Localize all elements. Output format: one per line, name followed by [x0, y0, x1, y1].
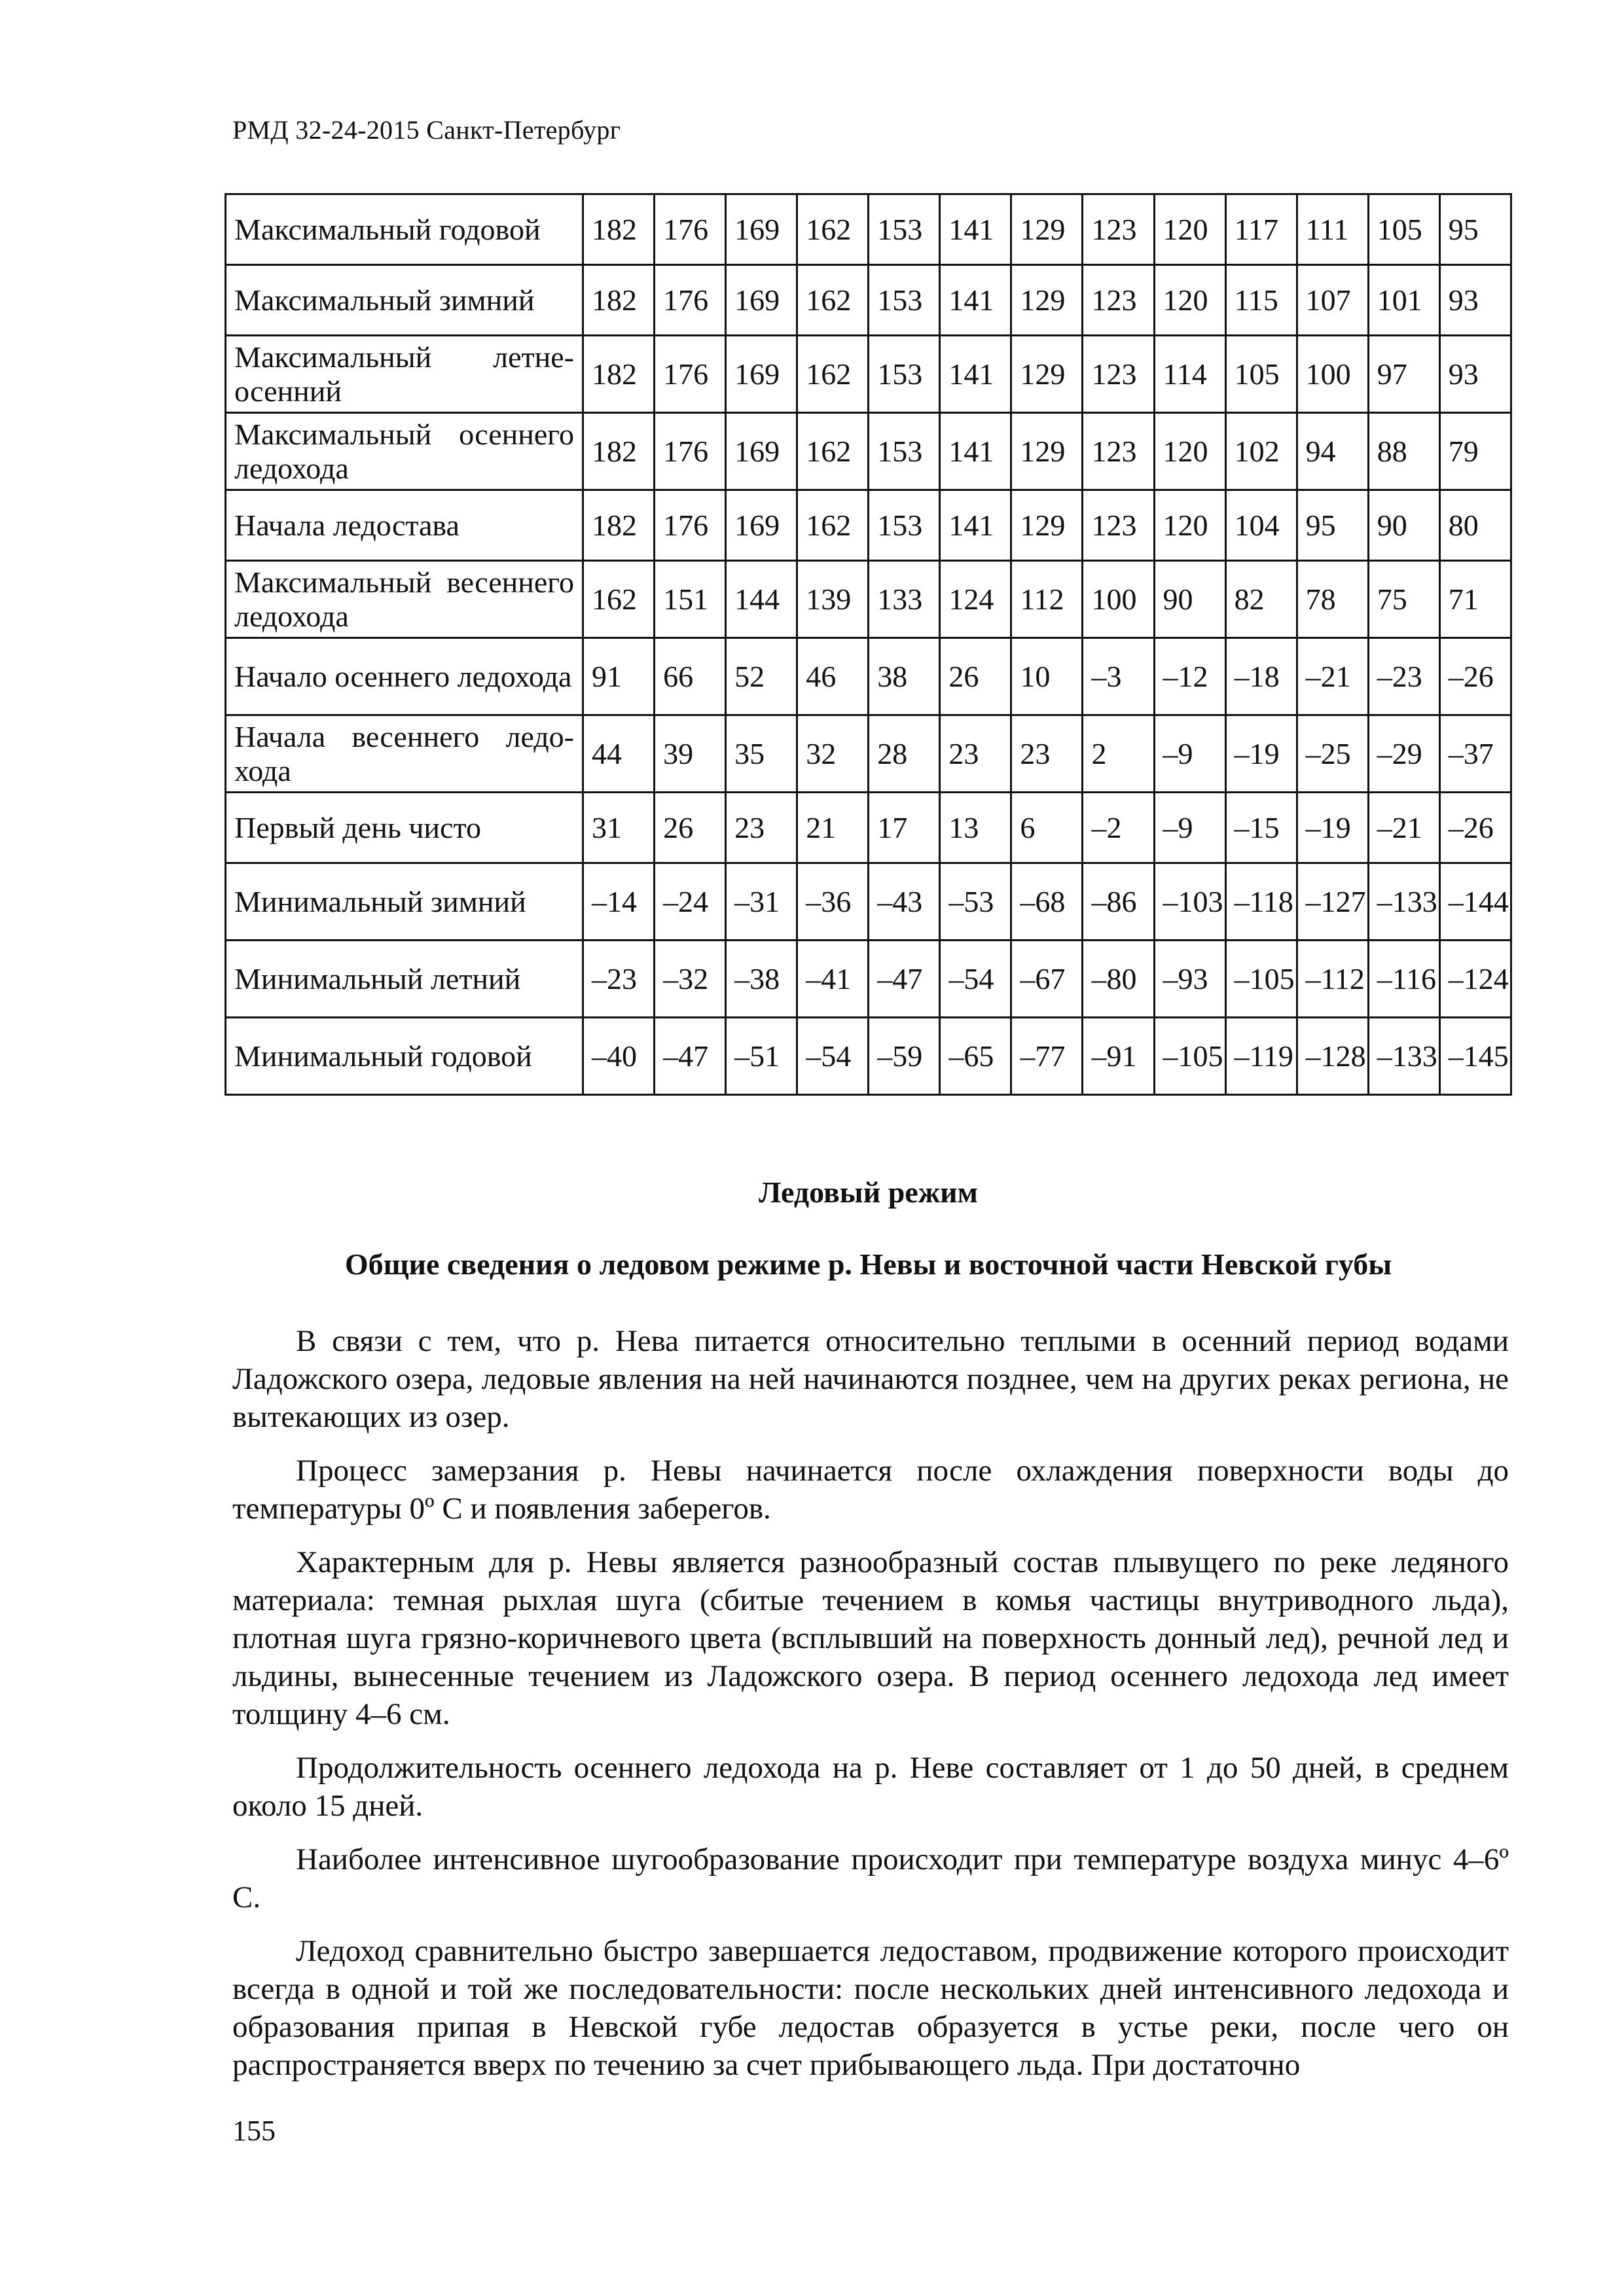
table-cell: 129 [1011, 413, 1083, 490]
table-cell: 23 [726, 793, 797, 863]
table-cell: 144 [726, 561, 797, 638]
table-row [226, 413, 1511, 490]
table-cell: –53 [940, 863, 1011, 941]
table-cell: –47 [655, 1018, 726, 1095]
table-cell: –124 [1439, 941, 1511, 1018]
table-cell: 75 [1368, 561, 1439, 638]
table-row [226, 561, 1511, 638]
table-row [226, 941, 1511, 1018]
table-cell: –26 [1439, 793, 1511, 863]
table-cell: –86 [1083, 863, 1154, 941]
table-cell: 141 [940, 413, 1011, 490]
table-cell: –9 [1154, 793, 1225, 863]
table-row [226, 638, 1511, 715]
table-cell: 153 [869, 265, 940, 336]
table-cell: 28 [869, 715, 940, 793]
table-cell: 162 [797, 413, 869, 490]
table-cell: –91 [1083, 1018, 1154, 1095]
table-cell: 129 [1011, 265, 1083, 336]
table-cell: 105 [1225, 336, 1297, 413]
table-cell: 123 [1083, 194, 1154, 265]
table-cell: 2 [1083, 715, 1154, 793]
table-cell: –12 [1154, 638, 1225, 715]
table-cell: 162 [583, 561, 655, 638]
table-cell: 153 [869, 336, 940, 413]
table-cell: 123 [1083, 413, 1154, 490]
table-row [226, 336, 1511, 413]
table-cell: 169 [726, 413, 797, 490]
table-cell: 10 [1011, 638, 1083, 715]
table-cell: 114 [1154, 336, 1225, 413]
table-cell: 120 [1154, 490, 1225, 561]
table-cell: 93 [1439, 336, 1511, 413]
table-cell: –43 [869, 863, 940, 941]
row-label: Максимальный весеннего ледохода [226, 561, 583, 638]
table-cell: –133 [1368, 1018, 1439, 1095]
table-cell: 162 [797, 265, 869, 336]
table-cell: –93 [1154, 941, 1225, 1018]
table-cell: 141 [940, 265, 1011, 336]
table-cell: –77 [1011, 1018, 1083, 1095]
table-cell: –67 [1011, 941, 1083, 1018]
table-cell: –41 [797, 941, 869, 1018]
body-text [232, 1322, 1509, 2100]
table-cell: 182 [583, 194, 655, 265]
table-cell: –145 [1439, 1018, 1511, 1095]
table-cell: 169 [726, 490, 797, 561]
table-cell: 95 [1439, 194, 1511, 265]
paragraph: Продолжительность осеннего ледохода на р. Неве составляет от 1 до 50 дней, в среднем около 15 дней. [232, 1751, 1509, 1823]
table-cell: –14 [583, 863, 655, 941]
table-cell: 26 [940, 638, 1011, 715]
table-cell: 23 [1011, 715, 1083, 793]
table-cell: –118 [1225, 863, 1297, 941]
table-cell: 153 [869, 490, 940, 561]
table-cell: 46 [797, 638, 869, 715]
row-label: Максимальный осеннего ледохода [226, 413, 583, 490]
table-cell: 107 [1297, 265, 1368, 336]
table-cell: –23 [1368, 638, 1439, 715]
table-cell: 182 [583, 490, 655, 561]
table-cell: 93 [1439, 265, 1511, 336]
table-cell: 124 [940, 561, 1011, 638]
table-cell: –15 [1225, 793, 1297, 863]
table-cell: –23 [583, 941, 655, 1018]
table-cell: 35 [726, 715, 797, 793]
table-cell: 95 [1297, 490, 1368, 561]
table-cell: –25 [1297, 715, 1368, 793]
table-row [226, 265, 1511, 336]
table-row [226, 793, 1511, 863]
table-cell: –26 [1439, 638, 1511, 715]
table-cell: –47 [869, 941, 940, 1018]
row-label: Начала весеннего ледохода [226, 715, 583, 793]
table-cell: –105 [1154, 1018, 1225, 1095]
row-label: Минимальный летний [226, 941, 583, 1018]
table-cell: 120 [1154, 413, 1225, 490]
table-cell: 39 [655, 715, 726, 793]
row-label: Максимальный годовой [226, 194, 583, 265]
table-cell: 94 [1297, 413, 1368, 490]
table-cell: –31 [726, 863, 797, 941]
table-row [226, 715, 1511, 793]
table-cell: 23 [940, 715, 1011, 793]
table-cell: –119 [1225, 1018, 1297, 1095]
table-cell: –133 [1368, 863, 1439, 941]
table-cell: –36 [797, 863, 869, 941]
table-cell: 153 [869, 194, 940, 265]
table-cell: 97 [1368, 336, 1439, 413]
table-cell: 78 [1297, 561, 1368, 638]
table-cell: 17 [869, 793, 940, 863]
row-label: Первый день чисто [226, 793, 583, 863]
table-cell: –128 [1297, 1018, 1368, 1095]
table-cell: 141 [940, 490, 1011, 561]
table-cell: –144 [1439, 863, 1511, 941]
table-cell: 90 [1154, 561, 1225, 638]
table-cell: –2 [1083, 793, 1154, 863]
table-cell: 176 [655, 490, 726, 561]
table-cell: 91 [583, 638, 655, 715]
table-cell: 176 [655, 336, 726, 413]
table-cell: 105 [1368, 194, 1439, 265]
table-cell: –59 [869, 1018, 940, 1095]
table-cell: –29 [1368, 715, 1439, 793]
table-row [226, 863, 1511, 941]
row-label: Минимальный годовой [226, 1018, 583, 1095]
table-cell: 88 [1368, 413, 1439, 490]
table-cell: 123 [1083, 490, 1154, 561]
table-cell: 82 [1225, 561, 1297, 638]
table-cell: –112 [1297, 941, 1368, 1018]
table-cell: 79 [1439, 413, 1511, 490]
table-cell: –65 [940, 1018, 1011, 1095]
table-cell: 141 [940, 194, 1011, 265]
table-cell: 129 [1011, 490, 1083, 561]
section-subtitle: Общие сведения о ледовом режиме р. Невы и восточной части Невской губы [344, 1247, 1392, 1281]
paragraph: Характерным для р. Невы является разнообразный состав плывущего по реке ледяного материала: темная рыхлая шуга (сбитые течением в комья частицы внутриводного льда), плотная шуга грязно-коричневого цвета (всплывший на поверхность донный лед), речной лед и льдины, вынесенные течением из Ладожского озера. В период осеннего ледохода лед имеет толщину 4–6 см. [232, 1545, 1509, 1731]
row-label: Максимальный летне-осенний [226, 336, 583, 413]
table-cell: 176 [655, 413, 726, 490]
row-label: Начало осеннего ледохода [226, 638, 583, 715]
table-cell: 162 [797, 336, 869, 413]
table-cell: –103 [1154, 863, 1225, 941]
table-cell: –54 [940, 941, 1011, 1018]
table-cell: 38 [869, 638, 940, 715]
row-label: Максимальный зимний [226, 265, 583, 336]
table-cell: 111 [1297, 194, 1368, 265]
page-number: 155 [232, 2115, 276, 2147]
table-cell: –80 [1083, 941, 1154, 1018]
table-cell: 139 [797, 561, 869, 638]
table-row [226, 1018, 1511, 1095]
table-cell: 13 [940, 793, 1011, 863]
table-cell: 169 [726, 336, 797, 413]
table-cell: 151 [655, 561, 726, 638]
table-cell: –32 [655, 941, 726, 1018]
table-cell: –40 [583, 1018, 655, 1095]
table-cell: –19 [1297, 793, 1368, 863]
table-cell: –37 [1439, 715, 1511, 793]
table-cell: 162 [797, 194, 869, 265]
table-cell: –9 [1154, 715, 1225, 793]
water-level-table [225, 193, 1512, 1096]
table-cell: –21 [1368, 793, 1439, 863]
table-cell: 100 [1297, 336, 1368, 413]
table-cell: 102 [1225, 413, 1297, 490]
table-cell: 101 [1368, 265, 1439, 336]
table-cell: 169 [726, 194, 797, 265]
paragraph: Процесс замерзания р. Невы начинается после охлаждения поверхности воды до температуры 0º С и появления заберегов. [232, 1454, 1509, 1526]
table-cell: –54 [797, 1018, 869, 1095]
table-cell: –38 [726, 941, 797, 1018]
paragraph: Наиболее интенсивное шугообразование происходит при температуре воздуха минус 4–6º С. [232, 1842, 1509, 1914]
table-cell: –51 [726, 1018, 797, 1095]
table-cell: 129 [1011, 194, 1083, 265]
table-cell: –18 [1225, 638, 1297, 715]
table-cell: 115 [1225, 265, 1297, 336]
table-cell: 123 [1083, 265, 1154, 336]
table-cell: 141 [940, 336, 1011, 413]
table-cell: –24 [655, 863, 726, 941]
table-cell: 182 [583, 265, 655, 336]
table-cell: 182 [583, 336, 655, 413]
running-header: РМД 32-24-2015 Санкт-Петербург [232, 115, 621, 145]
table-row [226, 490, 1511, 561]
table-cell: 133 [869, 561, 940, 638]
paragraph: В связи с тем, что р. Нева питается относительно теплыми в осенний период водами Ладожского озера, ледовые явления на ней начинаются позднее, чем на других реках региона, не вытекающих из озер. [232, 1324, 1509, 1434]
table-cell: 176 [655, 265, 726, 336]
table-cell: 80 [1439, 490, 1511, 561]
table-cell: 112 [1011, 561, 1083, 638]
table-cell: –105 [1225, 941, 1297, 1018]
table-cell: –68 [1011, 863, 1083, 941]
table-cell: 123 [1083, 336, 1154, 413]
table-cell: 169 [726, 265, 797, 336]
table-cell: 6 [1011, 793, 1083, 863]
table-cell: –116 [1368, 941, 1439, 1018]
row-label: Начала ледостава [226, 490, 583, 561]
table-row [226, 194, 1511, 265]
table-cell: 90 [1368, 490, 1439, 561]
table-cell: 162 [797, 490, 869, 561]
table-cell: 117 [1225, 194, 1297, 265]
table-cell: 120 [1154, 265, 1225, 336]
table-cell: 44 [583, 715, 655, 793]
table-cell: 32 [797, 715, 869, 793]
table-cell: 71 [1439, 561, 1511, 638]
table-cell: –3 [1083, 638, 1154, 715]
table-cell: 26 [655, 793, 726, 863]
paragraph: Ледоход сравнительно быстро завершается ледоставом, продвижение которого происходит всегда в одной и той же последовательности: после нескольких дней интенсивного ледохода и образования припая в Невской губе ледостав образуется в устье реки, после чего он распространяется вверх по течению за счет прибывающего льда. При достаточно [232, 1934, 1509, 2082]
table-cell: 182 [583, 413, 655, 490]
table-cell: 100 [1083, 561, 1154, 638]
table-cell: 120 [1154, 194, 1225, 265]
table-cell: 66 [655, 638, 726, 715]
section-title: Ледовый режим [759, 1175, 978, 1209]
table-cell: 129 [1011, 336, 1083, 413]
table-cell: –127 [1297, 863, 1368, 941]
table-cell: 31 [583, 793, 655, 863]
table-cell: 21 [797, 793, 869, 863]
table-cell: 176 [655, 194, 726, 265]
table-cell: –19 [1225, 715, 1297, 793]
row-label: Минимальный зимний [226, 863, 583, 941]
table-cell: 52 [726, 638, 797, 715]
table-cell: 104 [1225, 490, 1297, 561]
table-cell: –21 [1297, 638, 1368, 715]
table-cell: 153 [869, 413, 940, 490]
